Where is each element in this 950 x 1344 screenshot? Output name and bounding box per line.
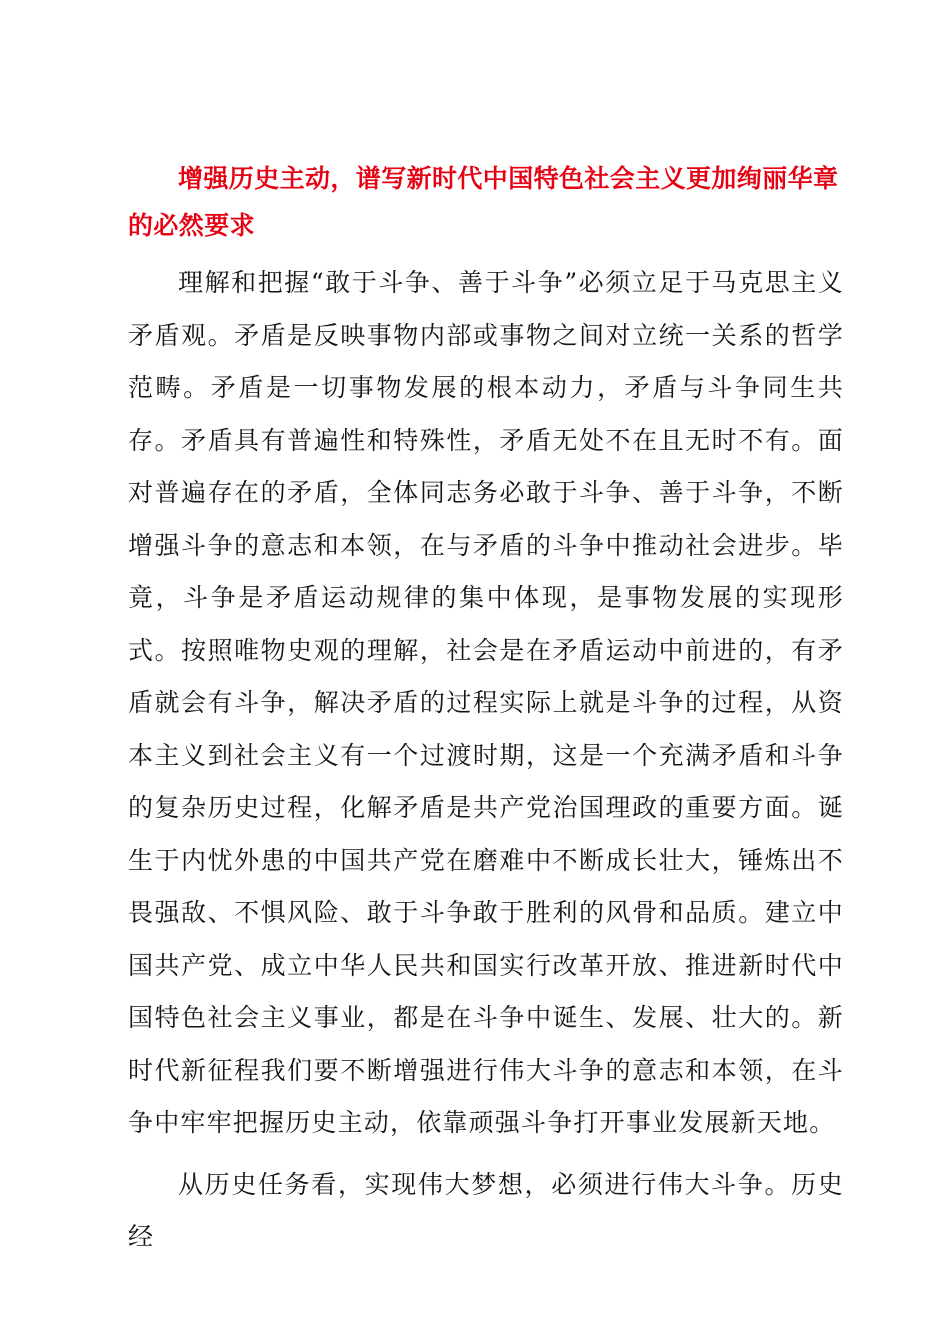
body-paragraph: 从历史任务看，实现伟大梦想，必须进行伟大斗争。历史经 bbox=[128, 1169, 844, 1251]
document-body bbox=[128, 155, 844, 1264]
section-heading: 增强历史主动，谱写新时代中国特色社会主义更加绚丽华章的必然要求 bbox=[128, 164, 839, 240]
body-paragraph: 理解和把握“敢于斗争、善于斗争”必须立足于马克思主义矛盾观。矛盾是反映事物内部或事物之间对立统一关系的哲学范畴。矛盾是一切事物发展的根本动力，矛盾与斗争同生共存。矛盾具有普遍性和特殊性，矛盾无处不在且无时不有。面对普遍存在的矛盾，全体同志务必敢于斗争、善于斗争，不断增强斗争的意志和本领，在与矛盾的斗争中推动社会进步。毕竟，斗争是矛盾运动规律的集中体现，是事物发展的实现形式。按照唯物史观的理解，社会是在矛盾运动中前进的，有矛盾就会有斗争，解决矛盾的过程实际上就是斗争的过程，从资本主义到社会主义有一个过渡时期，这是一个充满矛盾和斗争的复杂历史过程，化解矛盾是共产党治国理政的重要方面。诞生于内忧外患的中国共产党在磨难中不断成长壮大，锤炼出不畏强敌、不惧风险、敢于斗争敢于胜利的风骨和品质。建立中国共产党、成立中华人民共和国实行改革开放、推进新时代中国特色社会主义事业，都是在斗争中诞生、发展、壮大的。新时代新征程我们要不断增强进行伟大斗争的意志和本领，在斗争中牢牢把握历史主动，依靠顽强斗争打开事业发展新天地。 bbox=[128, 268, 844, 1137]
